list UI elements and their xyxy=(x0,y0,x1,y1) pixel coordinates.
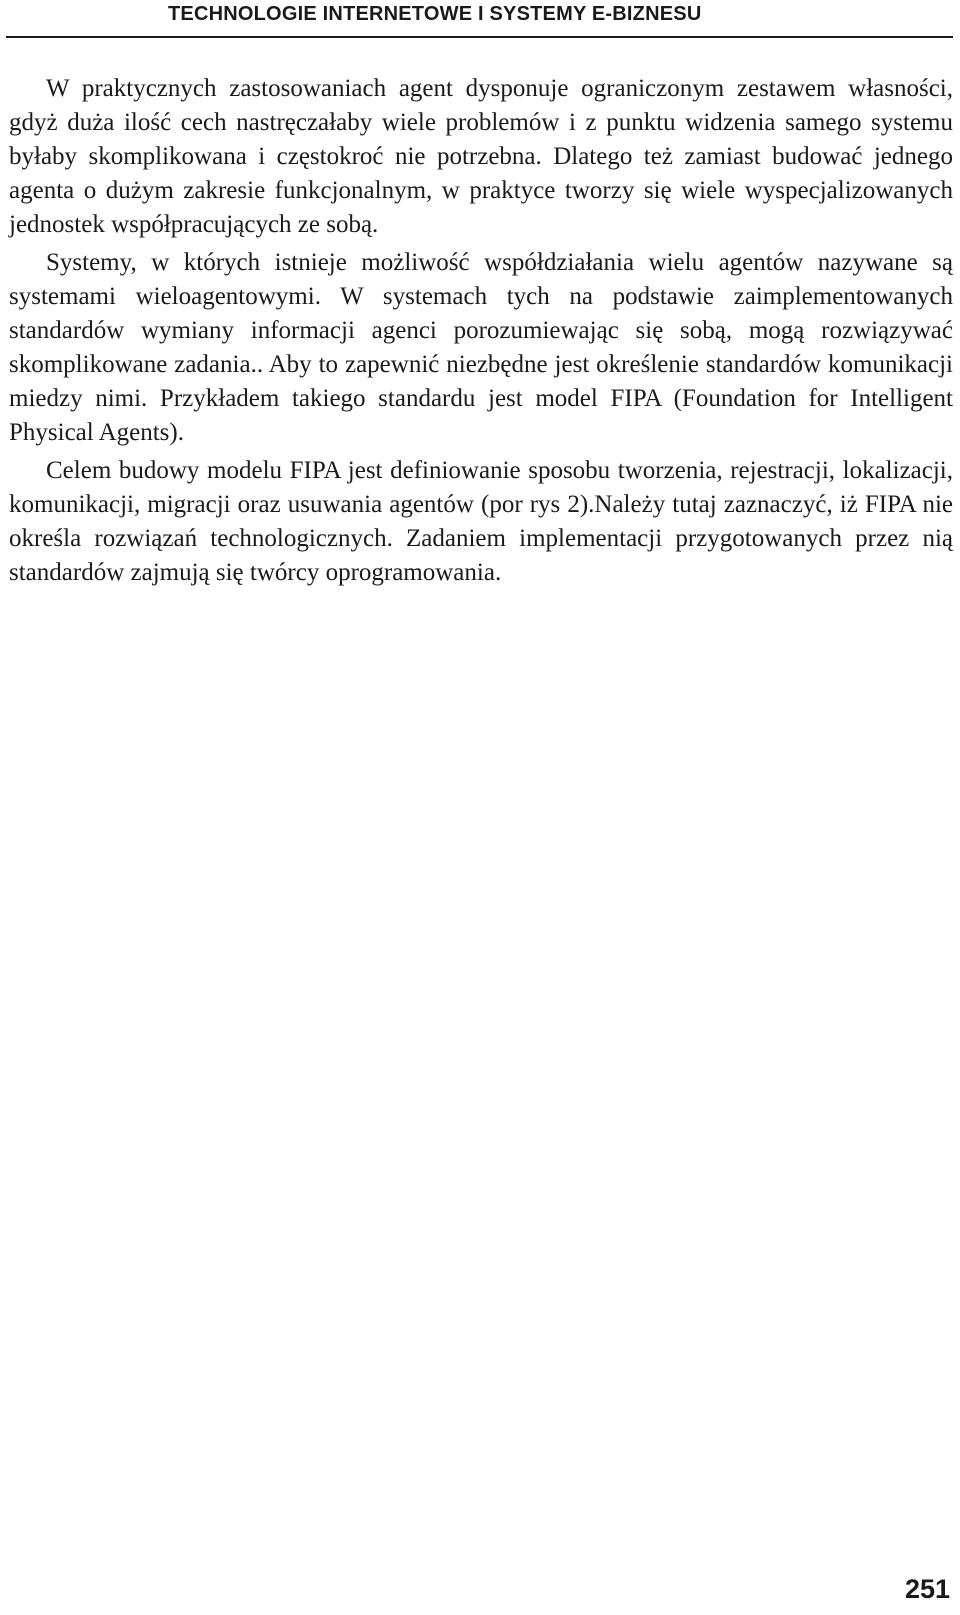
paragraph: W praktycznych zastosowaniach agent dysponuje ograniczonym zestawem własności, gdyż duża ilość cech nastręczałaby wiele problemów i z punktu widzenia samego systemu byłaby skomplikowana i częstokroć nie potrzebna. Dlatego też zamiast budować jednego agenta o dużym zakresie funkcjonalnym, w praktyce tworzy się wiele wyspecjalizowanych jednostek współpracujących ze sobą. xyxy=(9,75,953,238)
body-text xyxy=(9,72,953,594)
page-number: 251 xyxy=(904,1574,950,1604)
running-header-title: TECHNOLOGIE INTERNETOWE I SYSTEMY E-BIZNESU xyxy=(168,3,702,25)
running-header xyxy=(6,0,953,38)
paragraph: Systemy, w których istnieje możliwość współdziałania wielu agentów nazywane są systemami wieloagentowymi. W systemach tych na podstawie zaimplementowanych standardów wymiany informacji agenci porozumiewając się sobą, mogą rozwiązywać skomplikowane zadania.. Aby to zapewnić niezbędne jest określenie standardów komunikacji miedzy nimi. Przykładem takiego standardu jest model FIPA (Foundation for Intelligent Physical Agents). xyxy=(9,249,953,446)
paragraph: Celem budowy modelu FIPA jest definiowanie sposobu tworzenia, rejestracji, lokalizacji, komunikacji, migracji oraz usuwania agentów (por rys 2).Należy tutaj zaznaczyć, iż FIPA nie określa rozwiązań technologicznych. Zadaniem implementacji przygotowanych przez nią standardów zajmują się twórcy oprogramowania. xyxy=(9,457,953,586)
